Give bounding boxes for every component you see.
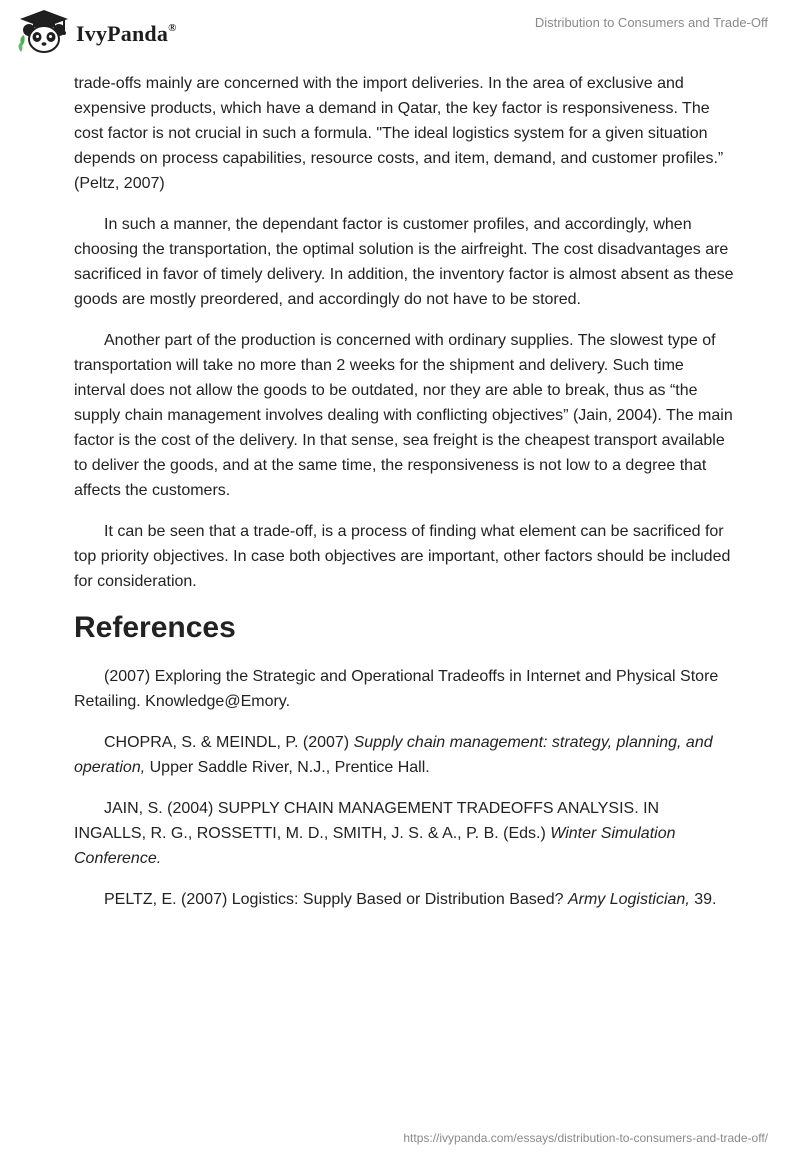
document-title: Distribution to Consumers and Trade-Off bbox=[534, 15, 768, 30]
body-paragraph: trade-offs mainly are concerned with the import deliveries. In the area of exclusive and expensive products, which have a demand in Qatar, the key factor is responsiveness. The cost factor is not crucial in such a formula. "The ideal logistics system for a given situation depends on process capabilities, resource costs, and item, demand, and customer profiles.” (Peltz, 2007) bbox=[74, 75, 724, 192]
body-paragraph: It can be seen that a trade-off, is a process of finding what element can be sacrificed for top priority objectives. In case both objectives are important, other factors should be included for consideration. bbox=[74, 523, 731, 590]
body-paragraph: Another part of the production is concerned with ordinary supplies. The slowest type of transportation will take no more than 2 weeks for the shipment and delivery. Such time interval does not allow the goods to be outdated, nor they are able to break, thus as “the supply chain management involves dealing with conflicting objectives” (Jain, 2004). The main factor is the cost of the delivery. In that sense, sea freight is the cheapest transport available to deliver the goods, and at the same time, the responsiveness is not low to a degree that affects the customers. bbox=[74, 332, 733, 499]
essay-content bbox=[74, 71, 734, 928]
reference-item: PELTZ, E. (2007) Logistics: Supply Based or Distribution Based? Army Logistician, 39. bbox=[104, 891, 717, 908]
reference-item: CHOPRA, S. & MEINDL, P. (2007) Supply chain management: strategy, planning, and operation, Upper Saddle River, N.J., Prentice Hall. bbox=[74, 734, 713, 776]
panda-graduate-icon bbox=[16, 8, 72, 56]
reference-item: (2007) Exploring the Strategic and Operational Tradeoffs in Internet and Physical Store Retailing. Knowledge@Emory. bbox=[74, 668, 719, 710]
ivypanda-logo[interactable] bbox=[16, 8, 177, 56]
body-paragraph: In such a manner, the dependant factor is customer profiles, and accordingly, when choosing the transportation, the optimal solution is the airfreight. The cost disadvantages are sacrificed in favor of timely delivery. In addition, the inventory factor is almost absent as these goods are mostly preordered, and accordingly do not have to be stored. bbox=[74, 216, 734, 308]
reference-item: JAIN, S. (2004) SUPPLY CHAIN MANAGEMENT TRADEOFFS ANALYSIS. IN INGALLS, R. G., ROSSETTI, M. D., SMITH, J. S. & A., P. B. (Eds.) Winter Simulation Conference. bbox=[74, 800, 676, 867]
source-url-link[interactable]: https://ivypanda.com/essays/distribution-to-consumers-and-trade-off/ bbox=[403, 1131, 768, 1145]
references-heading: References bbox=[74, 611, 236, 644]
brand-name: IvyPanda® bbox=[76, 21, 177, 46]
page-header bbox=[0, 0, 800, 70]
